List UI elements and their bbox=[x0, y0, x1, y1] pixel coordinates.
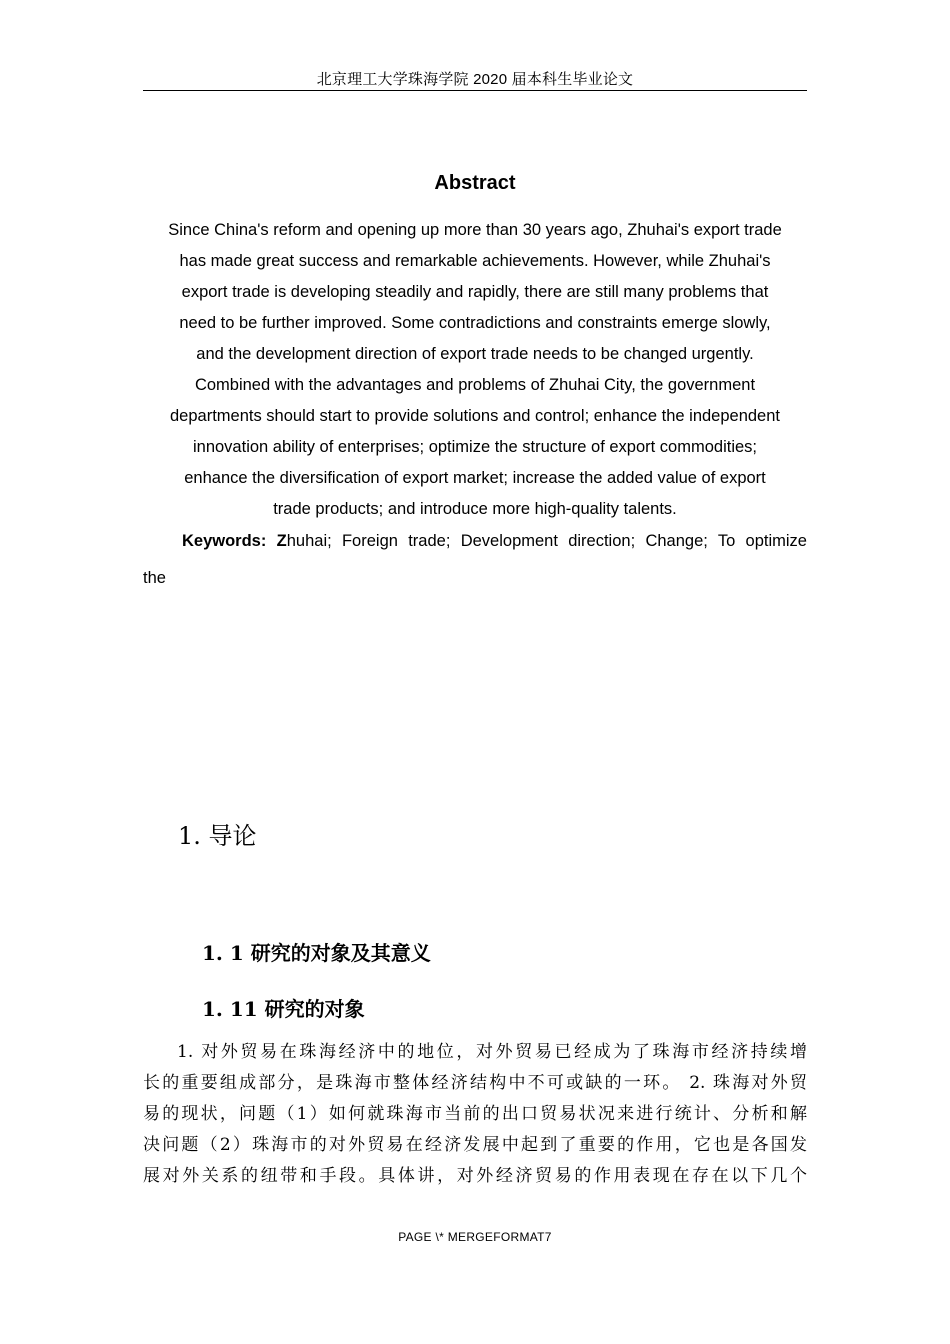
body-paragraph bbox=[143, 1037, 807, 1192]
page-header: 北京理工大学珠海学院 2020 届本科生毕业论文 bbox=[316, 71, 634, 88]
body-line: 易的现状，问题（1）如何就珠海市当前的出口贸易状况来进行统计、分析和解 bbox=[143, 1104, 807, 1124]
header-divider bbox=[143, 90, 807, 91]
body-line: 展对外关系的纽带和手段。具体讲，对外经济贸易的作用表现在存在以下几个 bbox=[143, 1166, 807, 1186]
abstract-line: departments should start to provide solutions and control; enhance the independent bbox=[170, 407, 780, 425]
abstract-line: Combined with the advantages and problems of Zhuhai City, the government bbox=[194, 376, 756, 394]
abstract-line: innovation ability of enterprises; optimize the structure of export commodities; bbox=[192, 438, 757, 456]
keywords-label: Keywords: Z bbox=[182, 532, 287, 550]
keywords-paragraph bbox=[143, 526, 807, 594]
abstract-line: trade products; and introduce more high-quality talents. bbox=[273, 500, 677, 518]
abstract-line: need to be further improved. Some contradictions and constraints emerge slowly, bbox=[179, 314, 771, 332]
keywords-line bbox=[143, 526, 807, 557]
body-line: 决问题（2）珠海市的对外贸易在经济发展中起到了重要的作用，它也是各国发 bbox=[143, 1135, 807, 1155]
body-line: 长的重要组成部分，是珠海市整体经济结构中不可或缺的一环。 2. 珠海对外贸 bbox=[143, 1073, 807, 1093]
subsection-heading: 1. 11 研究的对象 bbox=[202, 997, 365, 1021]
abstract-line: export trade is developing steadily and rapidly, there are still many problems that bbox=[181, 283, 769, 301]
abstract-line: Since China's reform and opening up more than 30 years ago, Zhuhai's export trade bbox=[168, 221, 782, 239]
page-footer: PAGE \* MERGEFORMAT7 bbox=[398, 1230, 552, 1244]
abstract-title: Abstract bbox=[434, 172, 516, 194]
body-line: 1. 对外贸易在珠海经济中的地位，对外贸易已经成为了珠海市经济持续增 bbox=[177, 1042, 807, 1062]
section-heading: 1. 1 研究的对象及其意义 bbox=[202, 941, 431, 965]
abstract-line: enhance the diversification of export market; increase the added value of export bbox=[184, 469, 766, 487]
abstract-line: and the development direction of export trade needs to be changed urgently. bbox=[196, 345, 754, 363]
chapter-heading: 1. 导论 bbox=[178, 822, 257, 850]
abstract-body bbox=[143, 215, 807, 525]
keywords-text: huhai; Foreign trade; Development direction; Change; To optimize bbox=[286, 532, 807, 550]
abstract-line: has made great success and remarkable achievements. However, while Zhuhai's bbox=[179, 252, 771, 270]
keywords-continuation: the bbox=[143, 569, 166, 587]
